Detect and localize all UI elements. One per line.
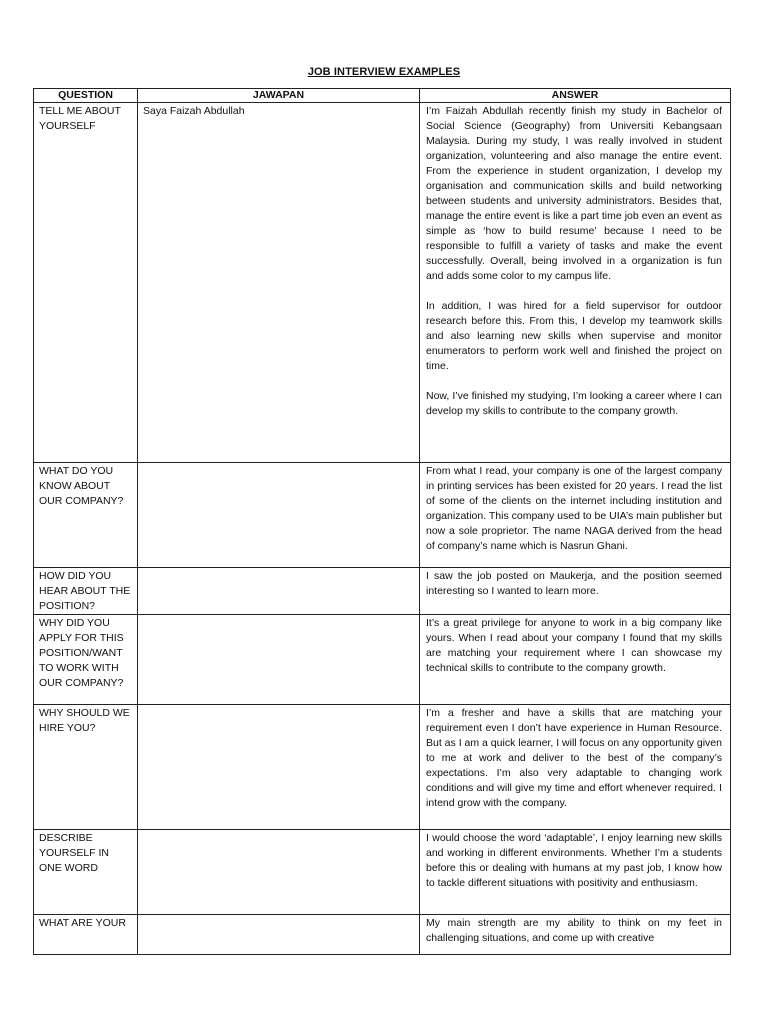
answer-paragraph: My main strength are my ability to think on my feet in challenging situations, and come up with creative: [426, 917, 722, 944]
document-title: JOB INTERVIEW EXAMPLES: [307, 66, 461, 78]
answer-cell: [420, 705, 731, 830]
question-cell: WHAT ARE YOUR: [34, 915, 138, 955]
jawapan-cell: [138, 915, 420, 955]
table-row: [34, 103, 731, 463]
answer-paragraph: I’m Faizah Abdullah recently finish my study in Bachelor of Social Science (Geography) from Universiti Kebangsaan Malaysia. During my study, I was really involved in student organization, volunteering and also manage the entire event. From the experience in student organization, I develop my organisation and communication skills and build networking between students and university administrators. Besides that, manage the entire event is like a part time job even an event as simple as ‘how to build resume’ because I need to be responsible to fulfill a variety of tasks and make the event successfully. Overall, being involved in a organization is fun and adds some color to my campus life.: [426, 105, 722, 282]
answer-cell: [420, 615, 731, 705]
jawapan-cell: [138, 568, 420, 615]
header-jawapan: JAWAPAN: [138, 89, 420, 103]
answer-paragraph: I would choose the word ‘adaptable’, I enjoy learning new skills and working in different environments. Whether I’m a students before this or dealing with humans at my past job, I know how to tackle different situations with positivity and enthusiasm.: [426, 832, 722, 889]
jawapan-cell: [138, 705, 420, 830]
jawapan-cell: [138, 830, 420, 915]
answer-paragraph: In addition, I was hired for a field supervisor for outdoor research before this. From this, I develop my teamwork skills and also learning new skills when supervise and monitor enumerators to perform work well and finished the project on time.: [426, 300, 722, 372]
question-cell: DESCRIBE YOURSELF IN ONE WORD: [34, 830, 138, 915]
table-row: [34, 915, 731, 955]
answer-paragraph: From what I read, your company is one of the largest company in printing services has been existed for 20 years. I read the list of some of the clients on the internet including institution and organization. This company used to be UIA’s main publisher but now a sole proprietor. The name NAGA derived from the head of company’s name which is Nasrun Ghani.: [426, 465, 722, 552]
answer-cell: [420, 103, 731, 463]
jawapan-cell: [138, 615, 420, 705]
header-question: QUESTION: [34, 89, 138, 103]
answer-cell: [420, 568, 731, 615]
jawapan-cell: [138, 463, 420, 568]
question-cell: WHAT DO YOU KNOW ABOUT OUR COMPANY?: [34, 463, 138, 568]
question-cell: WHY SHOULD WE HIRE YOU?: [34, 705, 138, 830]
table-header-row: [34, 89, 731, 103]
table-row: [34, 615, 731, 705]
answer-paragraph: I saw the job posted on Maukerja, and the position seemed interesting so I wanted to learn more.: [426, 570, 722, 597]
answer-cell: [420, 830, 731, 915]
table-row: [34, 830, 731, 915]
answer-cell: [420, 915, 731, 955]
table-row: [34, 463, 731, 568]
header-answer: ANSWER: [420, 89, 731, 103]
answer-paragraph: It’s a great privilege for anyone to work in a big company like yours. When I read about your company I found that my skills are matching your requirement where I can showcase my technical skills to contribute to the company growth.: [426, 617, 722, 674]
question-cell: TELL ME ABOUT YOURSELF: [34, 103, 138, 463]
question-cell: WHY DID YOU APPLY FOR THIS POSITION/WANT TO WORK WITH OUR COMPANY?: [34, 615, 138, 705]
answer-paragraph: Now, I’ve finished my studying, I’m looking a career where I can develop my skills to contribute to the company growth.: [426, 390, 722, 417]
answer-paragraph: I’m a fresher and have a skills that are matching your requirement even I don’t have experience in Human Resource. But as I am a quick learner, I will focus on any opportunity given to me at work and deliver to the best of the company’s expectations. I’m also very adaptable to changing work conditions and will give my time and effort whenever required. I intend grow with the company.: [426, 707, 722, 809]
answer-cell: [420, 463, 731, 568]
table-row: [34, 568, 731, 615]
jawapan-cell: Saya Faizah Abdullah: [138, 103, 420, 463]
interview-table: [33, 88, 731, 955]
question-cell: HOW DID YOU HEAR ABOUT THE POSITION?: [34, 568, 138, 615]
table-row: [34, 705, 731, 830]
